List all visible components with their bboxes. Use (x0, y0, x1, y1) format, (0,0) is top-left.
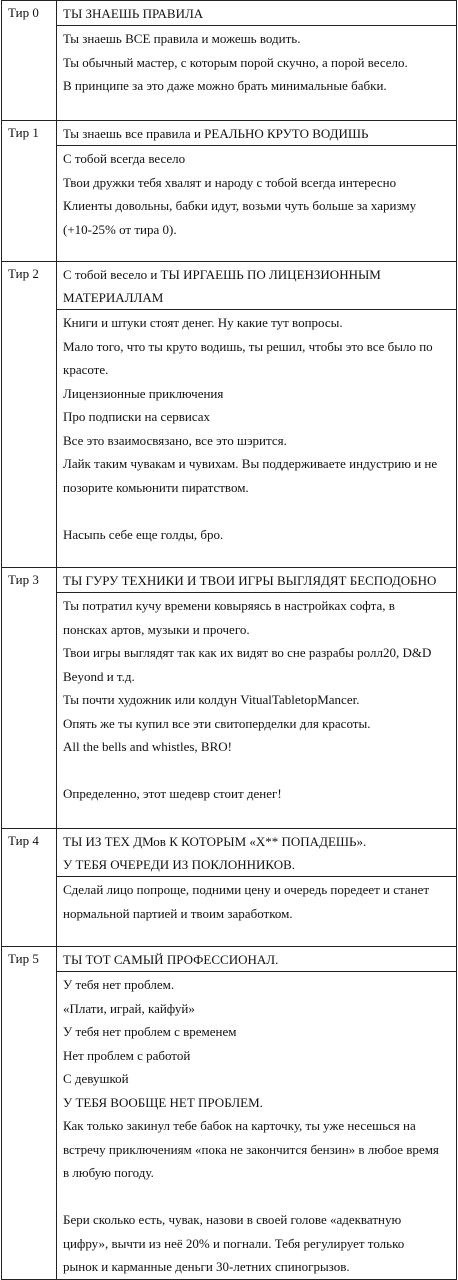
tier-label: Тир 2 (2, 262, 57, 567)
tier-heading (57, 829, 456, 877)
tier-text-line: Бери сколько есть, чувак, назови в своей голове «адекватную (63, 1212, 402, 1227)
tier-row-0 (2, 1, 456, 121)
tier-description (57, 146, 456, 241)
tier-text-line: Опять же ты купил все эти свитоперделки для красоты. (63, 715, 371, 731)
tier-heading-line: ТЫ ИЗ ТЕХ ДМов К КОТОРЫМ «Х** ПОПАДЕШЬ». (63, 834, 367, 849)
tier-description (57, 972, 456, 1279)
tier-content (57, 262, 456, 567)
tier-label: Тир 1 (2, 121, 57, 261)
tier-text-line: Мало того, что ты круто водишь, ты решил, чтобы это все было по (63, 338, 433, 354)
tier-text-line: нормальной партией и твоим заработком. (63, 905, 293, 921)
blank-line (63, 1185, 452, 1209)
tier-text-line: цифру», вычти из неё 20% и погнали. Тебя регулирует только (63, 1235, 405, 1251)
tier-heading (57, 121, 456, 146)
blank-line (63, 499, 452, 523)
pricing-tier-table (1, 0, 457, 1280)
tier-heading (57, 568, 456, 593)
tier-text-line: Насыпь себе еще голды, бро. (63, 526, 224, 542)
tier-text-line: Твои игры выглядят так как их видят во сне разрабы ролл20, D&D (63, 645, 432, 660)
tier-text-line: У тебя нет проблем. (63, 977, 175, 992)
tier-heading-line: МАТЕРИАЛЛАМ (63, 290, 164, 305)
tier-label: Тир 5 (2, 947, 57, 1279)
tier-content (57, 121, 456, 261)
tier-heading-line: ТЫ ГУРУ ТЕХНИКИ И ТВОИ ИГРЫ ВЫГЛЯДЯТ БЕСПОДОБНО (63, 573, 437, 588)
tier-text-line: Клиенты довольны, бабки идут, возьми чуть больше за харизму (63, 198, 417, 213)
tier-heading (57, 262, 456, 310)
tier-heading-line: У ТЕБЯ ОЧЕРЕДИ ИЗ ПОКЛОННИКОВ. (63, 857, 296, 872)
tier-heading-line: ТЫ ЗНАЕШЬ ПРАВИЛА (63, 6, 204, 21)
tier-text-line: Сделай лицо попроще, подними цену и очередь поредеет и станет (63, 882, 430, 897)
tier-heading-line: ТЫ ТОТ САМЫЙ ПРОФЕССИОНАЛ. (63, 952, 279, 967)
tier-heading-line: С тобой весело и ТЫ ИРГАЕШЬ ПО ЛИЦЕНЗИОННЫМ (63, 267, 381, 282)
tier-text-line: «Плати, играй, кайфуй» (63, 1000, 195, 1016)
tier-text-line: в любую погоду. (63, 1165, 154, 1180)
tier-text-line: У ТЕБЯ ВООБЩЕ НЕТ ПРОБЛЕМ. (63, 1094, 263, 1110)
tier-content (57, 1, 456, 120)
tier-text-line: All the bells and whistles, BRO! (63, 739, 232, 754)
tier-label: Тир 3 (2, 568, 57, 828)
tier-text-line: позорите комьюнити пиратством. (63, 479, 249, 495)
tier-content (57, 947, 456, 1279)
tier-text-line: Beyond и т.д. (63, 668, 135, 684)
tier-text-line: Как только закинул тебе бабок на карточку, ты уже несешься на (63, 1118, 416, 1133)
tier-text-line: Нет проблем с работой (63, 1047, 191, 1063)
tier-text-line: У тебя нет проблем с временем (63, 1024, 237, 1039)
tier-label: Тир 0 (2, 1, 57, 120)
tier-text-line: Ты потратил кучу времени ковыряясь в настройках софта, в (63, 598, 395, 613)
tier-text-line: Определенно, этот шедевр стоит денег! (63, 786, 282, 801)
tier-text-line: (+10-25% от тира 0). (63, 221, 177, 237)
tier-text-line: встречу приключениям «пока не закончится бензин» в любое время (63, 1141, 439, 1157)
tier-text-line: С тобой всегда весело (63, 151, 186, 166)
tier-text-line: рынок и карманные деньги 30-летних спиногрызов. (63, 1259, 350, 1274)
tier-heading (57, 947, 456, 972)
tier-text-line: понсках артов, музыки и прочего. (63, 621, 250, 637)
tier-text-line: Ты обычный мастер, с которым порой скучно, а порой весело. (63, 54, 408, 70)
tier-text-line: В принципе за это даже можно брать минимальные бабки. (63, 78, 387, 93)
tier-row-3 (2, 568, 456, 829)
tier-text-line: Лайк таким чувакам и чувихам. Вы поддерживаете индустрию и не (63, 456, 438, 471)
tier-text-line: Ты почти художник или колдун VitualTabletopMancer. (63, 692, 360, 707)
tier-heading-line: Ты знаешь все правила и РЕАЛЬНО КРУТО ВОДИШЬ (63, 126, 369, 141)
tier-row-4 (2, 829, 456, 947)
blank-line (63, 759, 452, 783)
tier-description (57, 593, 456, 806)
tier-row-5 (2, 947, 456, 1279)
tier-heading (57, 1, 456, 26)
tier-label: Тир 4 (2, 829, 57, 946)
tier-content (57, 829, 456, 946)
tier-text-line: С девушкой (63, 1071, 129, 1086)
tier-text-line: красоте. (63, 362, 109, 377)
tier-description (57, 310, 456, 546)
tier-description (57, 877, 456, 925)
tier-text-line: Книги и штуки стоят денег. Ну какие тут вопросы. (63, 315, 343, 330)
tier-content (57, 568, 456, 828)
tier-text-line: Все это взаимосвязано, все это шэрится. (63, 432, 287, 448)
tier-description (57, 26, 456, 98)
tier-text-line: Ты знаешь ВСЕ правила и можешь водить. (63, 31, 301, 46)
tier-row-1 (2, 121, 456, 262)
tier-row-2 (2, 262, 456, 568)
tier-text-line: Про подписки на сервисах (63, 409, 211, 424)
tier-text-line: Лицензионные приключения (63, 385, 224, 401)
tier-text-line: Твои дружки тебя хвалят и народу с тобой всегда интересно (63, 174, 397, 190)
